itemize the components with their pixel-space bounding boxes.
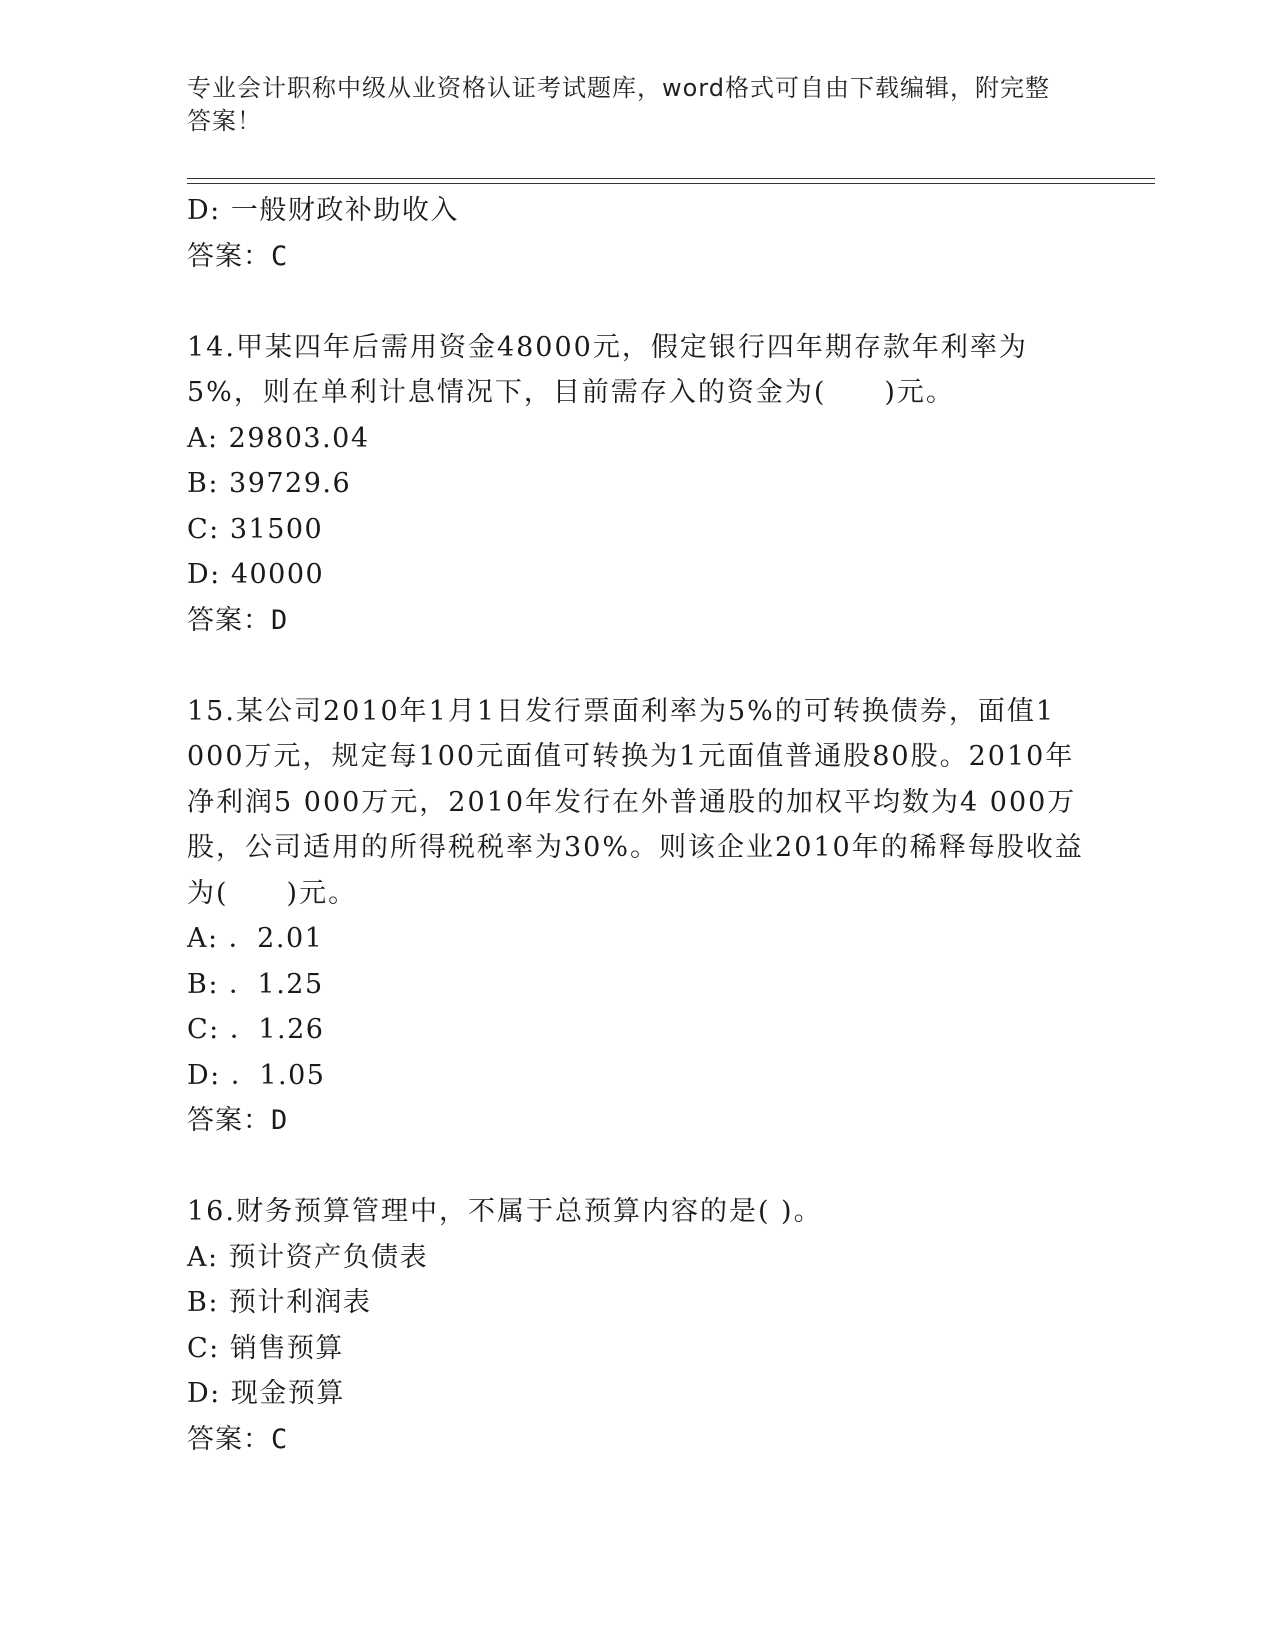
prev-answer xyxy=(187,234,1087,280)
option-d: D: ．1.05 xyxy=(187,1059,326,1091)
answer-value: D xyxy=(271,604,289,636)
document-body xyxy=(187,188,1087,1462)
option-c: C: 31500 xyxy=(187,513,324,545)
question-stem: 16.财务预算管理中，不属于总预算内容的是( )。 xyxy=(187,1196,823,1227)
option-a: A: ．2.01 xyxy=(187,923,324,954)
option-b: B: ．1.25 xyxy=(187,968,324,1000)
question-stem: 14.甲某四年后需用资金48000元，假定银行四年期存款年利率为5%，则在单利计息情况下，目前需存入的资金为( )元。 xyxy=(187,331,1028,408)
option-a: A: 预计资产负债表 xyxy=(187,1241,429,1273)
question-stem: 15.某公司2010年1月1日发行票面利率为5%的可转换债券，面值1 000万元，规定每100元面值可转换为1元面值普通股80股。2010年净利润5 000万元，2010年发行在外普通股的加权平均数为4 000万股，公司适用的所得税税率为30%。则该企业2010年的稀释每股收益为( )元。 xyxy=(187,695,1084,909)
header-divider-bottom xyxy=(187,183,1155,184)
answer-label: 答案： xyxy=(187,1423,271,1455)
question-14 xyxy=(187,325,1087,644)
answer xyxy=(187,598,1087,644)
answer-label: 答案： xyxy=(187,604,271,636)
question-16 xyxy=(187,1189,1087,1462)
option-d: D: 40000 xyxy=(187,559,325,590)
answer-label: 答案： xyxy=(187,1105,271,1136)
answer xyxy=(187,1417,1087,1463)
option-c: C: ．1.26 xyxy=(187,1014,325,1045)
answer-value: C xyxy=(271,240,289,272)
answer-value: C xyxy=(271,1423,289,1455)
prev-option-d: D: 一般财政补助收入 xyxy=(187,195,459,226)
option-a: A: 29803.04 xyxy=(187,422,370,454)
option-c: C: 销售预算 xyxy=(187,1332,344,1364)
option-b: B: 39729.6 xyxy=(187,468,352,499)
page-header-note: 专业会计职称中级从业资格认证考试题库，word格式可自由下载编辑，附完整答案！ xyxy=(187,74,1050,135)
question-15 xyxy=(187,689,1087,1144)
answer-value: D xyxy=(271,1105,289,1136)
header-divider-top xyxy=(187,178,1155,179)
option-d: D: 现金预算 xyxy=(187,1378,345,1409)
option-b: B: 预计利润表 xyxy=(187,1287,372,1318)
answer-label: 答案： xyxy=(187,240,271,272)
answer xyxy=(187,1098,1087,1144)
